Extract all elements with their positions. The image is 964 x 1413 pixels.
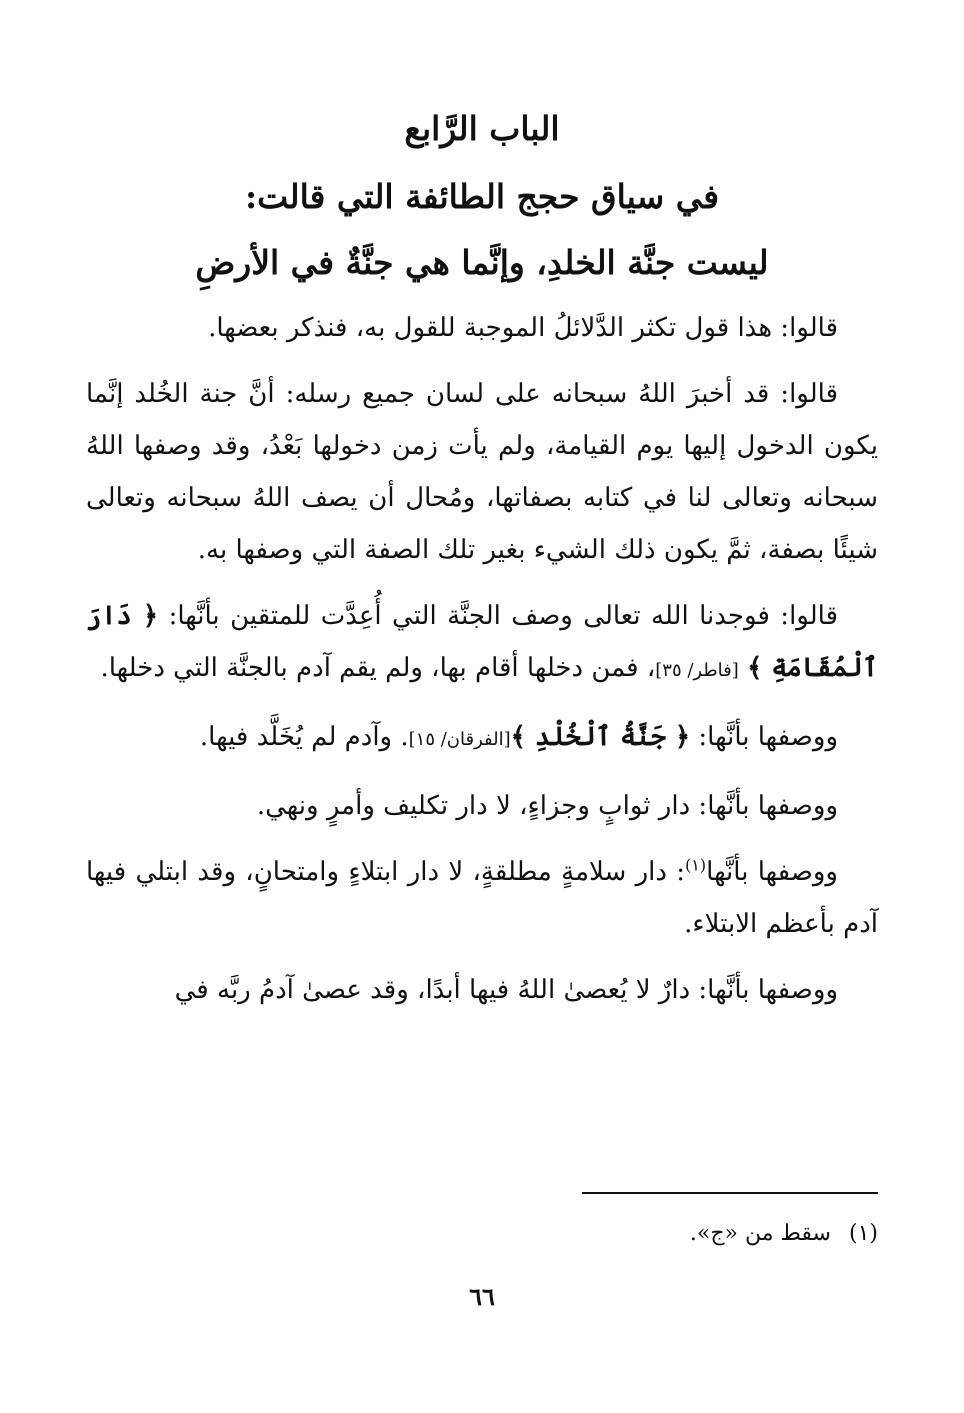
chapter-heading: [86, 96, 878, 296]
verse-reference-fatir: [فاطر/ ٣٥]: [655, 660, 739, 681]
footnote: [86, 1216, 878, 1252]
quran-verse-jannat-al-khuld: ﴿ جَنَّةُ ٱلْخُلْدِ ﴾: [510, 722, 691, 752]
paragraph-3-rest: ، فمن دخلها أقام بها، ولم يقم آدم بالجنَّة التي دخلها.: [100, 653, 656, 683]
paragraph-2: قالوا: قد أخبرَ اللهُ سبحانه على لسان جميع رسله: أنَّ جنة الخُلد إنَّما يكون الدخول إليها يوم القيامة، ولم يأت زمن دخولها بَعْدُ، وقد وصفها اللهُ سبحانه وتعالى لنا في كتابه بصفاتها، ومُحال أن يصف اللهُ سبحانه وتعالى شيئًا بصفة، ثمَّ يكون ذلك الشيء بغير تلك الصفة التي وصفها به.: [86, 379, 878, 565]
paragraph-6-intro: ووصفها بأنَّها: [706, 857, 838, 887]
footnote-number: (١): [848, 1221, 878, 1246]
paragraph-7: ووصفها بأنَّها: دارٌ لا يُعصىٰ اللهُ فيها أبدًا، وقد عصىٰ آدمُ ربَّه في: [174, 975, 838, 1005]
paragraph-5: ووصفها بأنَّها: دار ثوابٍ وجزاءٍ، لا دار تكليف وأمرٍ ونهي.: [256, 791, 838, 821]
verse-reference-furqan: [الفرقان/ ١٥]: [408, 729, 511, 750]
footnote-marker[interactable]: (١): [685, 855, 707, 875]
paragraph-6: [86, 846, 878, 950]
chapter-claim: ليست جنَّة الخلدِ، وإنَّما هي جنَّةٌ في الأرضِ: [195, 243, 769, 282]
page-number: ٦٦: [469, 1282, 495, 1311]
chapter-subtitle: في سياق حجج الطائفة التي قالت:: [244, 177, 720, 216]
page-body: [86, 96, 878, 1016]
paragraph-4: [86, 711, 878, 766]
paragraph-6-rest: : دار سلامةٍ مطلقةٍ، لا دار ابتلاءٍ وامتحانٍ، وقد ابتلي فيها آدم بأعظم الابتلاء.: [86, 857, 878, 939]
paragraph-1: قالوا: هذا قول تكثر الدَّلائلُ الموجبة للقول به، فنذكر بعضها.: [208, 313, 838, 343]
paragraph-4-rest: . وآدم لم يُخَلَّد فيها.: [199, 722, 409, 752]
footnote-text: سقط من «ج».: [689, 1221, 831, 1246]
quran-verse-dar-al-muqama: ﴿ دَارَ ٱلْمُقَامَةِ ﴾: [86, 601, 878, 683]
footnote-divider: [582, 1192, 878, 1194]
paragraph-3: [86, 590, 878, 697]
chapter-title: الباب الرَّابع: [404, 109, 560, 148]
paragraph-4-intro: ووصفها بأنَّها:: [698, 722, 838, 752]
paragraph-3-intro: قالوا: فوجدنا الله تعالى وصف الجنَّة التي أُعِدَّت للمتقين بأنَّها:: [168, 601, 838, 631]
